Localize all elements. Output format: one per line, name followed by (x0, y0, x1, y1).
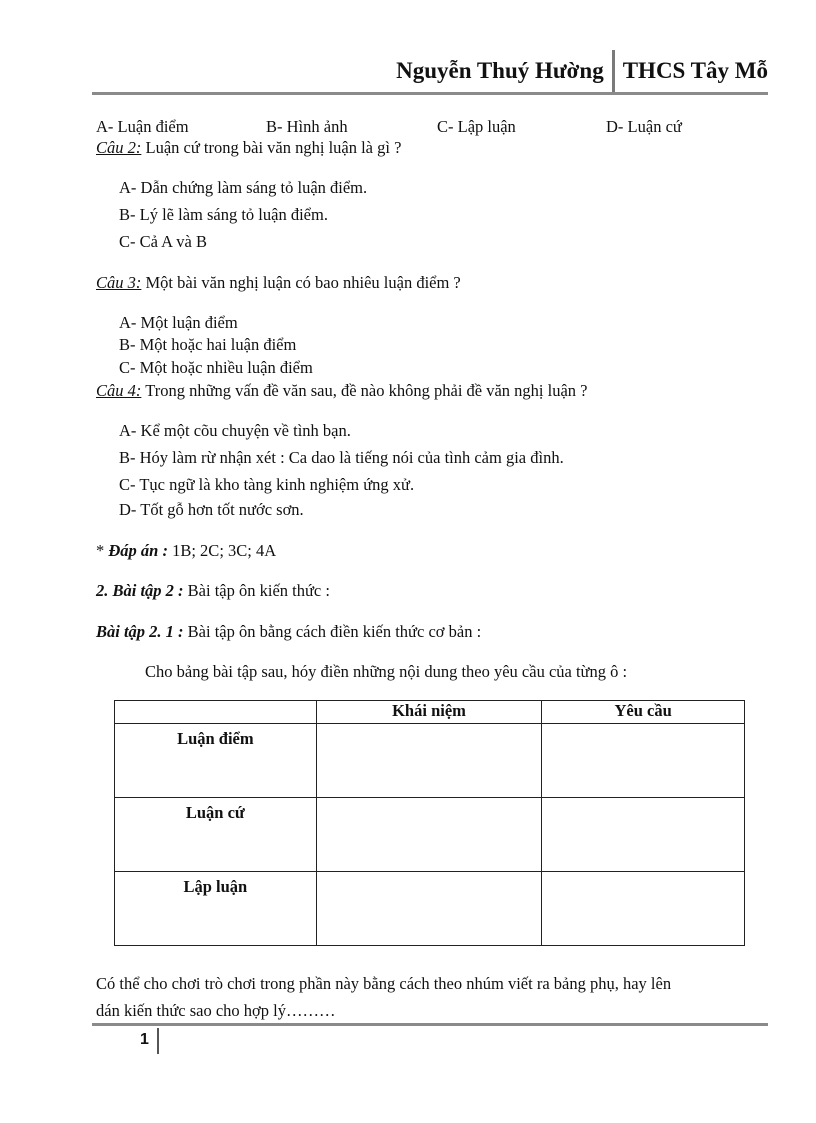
row-label-luan-cu: Luận cứ (115, 798, 317, 872)
answer-cell[interactable] (316, 872, 542, 946)
school-name: THCS Tây Mỗ (622, 58, 768, 83)
q4-option-d: D- Tốt gỗ hơn tốt nước sơn. (119, 500, 304, 519)
table-instruction: Cho bảng bài tập sau, hóy điền những nội dung theo yêu cầu của từng ô : (145, 662, 628, 681)
ex2-label: 2. Bài tập 2 : (96, 581, 184, 600)
answer-label: Đáp án : (108, 541, 168, 560)
ex21-label: Bài tập 2. 1 : (96, 622, 184, 641)
q2-option-b: B- Lý lẽ làm sáng tỏ luận điểm. (119, 205, 328, 224)
q1-option-a: A- Luận điểm (96, 117, 189, 136)
answer-cell[interactable] (542, 798, 745, 872)
q4-option-a: A- Kể một cõu chuyện về tình bạn. (119, 421, 351, 440)
row-label-lap-luan: Lập luận (115, 872, 317, 946)
q1-option-d: D- Luận cứ (606, 117, 682, 136)
q4-text: Trong những vấn đề văn sau, đề nào không phải đề văn nghị luận ? (141, 381, 588, 400)
q4-option-b: B- Hóy làm rừ nhận xét : Ca dao là tiếng nói của tình cảm gia đình. (119, 448, 564, 467)
page-number: 1 (140, 1031, 149, 1048)
q4-label: Câu 4: (96, 381, 142, 400)
q2-text: Luận cứ trong bài văn nghị luận là gì ? (141, 138, 402, 157)
q2-option-c: C- Cả A và B (119, 232, 208, 251)
table-row (115, 724, 745, 798)
closing-line-2: dán kiến thức sao cho hợp lý……… (96, 1001, 336, 1020)
table-header-row (115, 701, 745, 724)
answer-cell[interactable] (542, 872, 745, 946)
q4-option-c: C- Tục ngữ là kho tàng kinh nghiệm ứng xử. (119, 475, 415, 494)
table-header-empty (115, 701, 317, 724)
exercise-table (114, 700, 745, 946)
question-2 (96, 140, 401, 157)
question-4 (96, 383, 588, 400)
q3-label: Câu 3: (96, 273, 142, 292)
row-label-luan-diem: Luận điểm (115, 724, 317, 798)
q1-option-c: C- Lập luận (437, 117, 516, 136)
ex21-text: Bài tập ôn bằng cách điền kiến thức cơ bản : (183, 622, 482, 641)
q2-option-a: A- Dẫn chứng làm sáng tỏ luận điểm. (119, 178, 368, 197)
q3-option-b: B- Một hoặc hai luận điểm (119, 335, 297, 354)
q3-text: Một bài văn nghị luận có bao nhiêu luận điểm ? (141, 273, 461, 292)
question-3 (96, 275, 461, 292)
answer-prefix: * (96, 541, 109, 560)
answer-cell[interactable] (316, 798, 542, 872)
exercise-2-heading (96, 583, 330, 600)
q2-label: Câu 2: (96, 138, 142, 157)
page-header (396, 50, 768, 92)
q3-option-a: A- Một luận điểm (119, 313, 238, 332)
answer-cell[interactable] (316, 724, 542, 798)
table-header-concept: Khái niệm (316, 701, 542, 724)
exercise-2-1-heading (96, 624, 481, 641)
answer-text: 1B; 2C; 3C; 4A (167, 541, 277, 560)
closing-line-1: Có thể cho chơi trò chơi trong phần này bằng cách theo nhúm viết ra bảng phụ, hay lên (96, 974, 672, 993)
answer-key (96, 543, 276, 560)
q3-option-c: C- Một hoặc nhiều luận điểm (119, 358, 313, 377)
table-row (115, 872, 745, 946)
table-row (115, 798, 745, 872)
table-header-requirement: Yêu cầu (542, 701, 745, 724)
ex2-text: Bài tập ôn kiến thức : (183, 581, 330, 600)
footer-rule (92, 1023, 768, 1026)
header-rule (92, 92, 768, 95)
answer-cell[interactable] (542, 724, 745, 798)
q1-option-b: B- Hình ảnh (266, 117, 348, 136)
footer-separator (157, 1028, 159, 1054)
author-name: Nguyễn Thuý Hường (396, 58, 604, 83)
